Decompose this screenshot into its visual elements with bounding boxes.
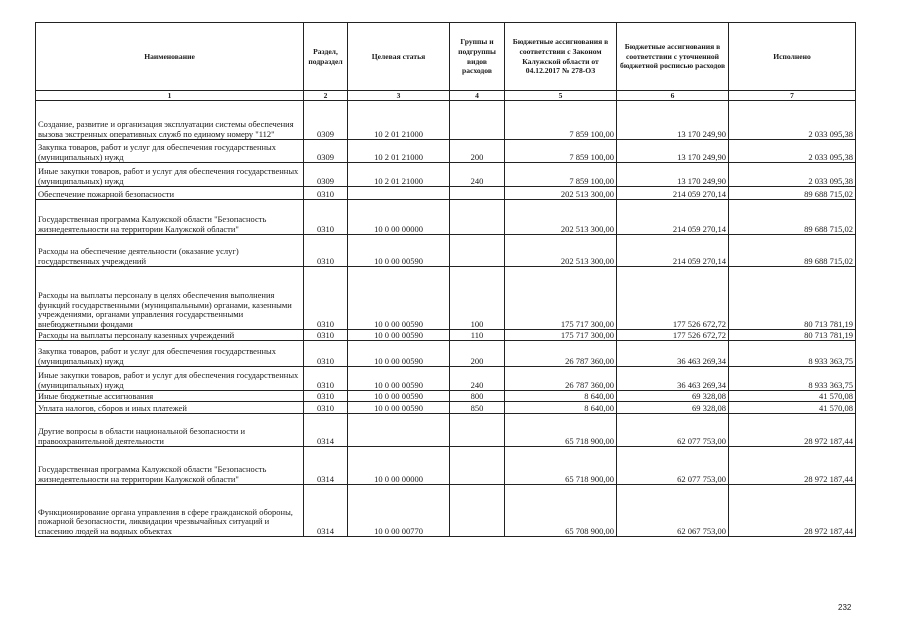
row-law: 202 513 300,00 — [505, 187, 617, 200]
row-name: Обеспечение пожарной безопасности — [36, 187, 304, 200]
table-row — [36, 485, 856, 537]
table-row — [36, 235, 856, 267]
row-refined: 13 170 249,90 — [617, 140, 729, 163]
row-group: 800 — [450, 391, 505, 402]
row-refined: 62 067 753,00 — [617, 485, 729, 537]
row-name: Расходы на обеспечение деятельности (оказание услуг) государственных учреждений — [36, 235, 304, 267]
row-executed: 89 688 715,02 — [729, 200, 856, 235]
column-number: 1 — [36, 91, 304, 101]
row-refined: 62 077 753,00 — [617, 414, 729, 447]
row-name: Функционирование органа управления в сфере гражданской обороны, пожарной безопасности, ликвидации чрезвычайных ситуаций и спасению людей на водных объектах — [36, 485, 304, 537]
row-target: 10 2 01 21000 — [348, 140, 450, 163]
row-section: 0310 — [304, 330, 348, 341]
row-law: 202 513 300,00 — [505, 200, 617, 235]
table-row — [36, 140, 856, 163]
column-number: 5 — [505, 91, 617, 101]
header-row — [36, 23, 856, 91]
table-row — [36, 267, 856, 330]
row-refined: 214 059 270,14 — [617, 200, 729, 235]
row-executed: 28 972 187,44 — [729, 447, 856, 485]
row-section: 0310 — [304, 267, 348, 330]
row-name: Иные закупки товаров, работ и услуг для обеспечения государственных (муниципальных) нужд — [36, 163, 304, 187]
row-executed: 80 713 781,19 — [729, 330, 856, 341]
row-refined: 177 526 672,72 — [617, 330, 729, 341]
row-group — [450, 447, 505, 485]
row-name: Закупка товаров, работ и услуг для обеспечения государственных (муниципальных) нужд — [36, 341, 304, 367]
row-group: 200 — [450, 140, 505, 163]
row-target: 10 0 00 00590 — [348, 267, 450, 330]
row-law: 65 718 900,00 — [505, 447, 617, 485]
row-law: 65 718 900,00 — [505, 414, 617, 447]
row-section: 0309 — [304, 101, 348, 140]
row-group — [450, 200, 505, 235]
row-law: 65 708 900,00 — [505, 485, 617, 537]
row-section: 0310 — [304, 200, 348, 235]
row-executed: 2 033 095,38 — [729, 163, 856, 187]
row-name: Расходы на выплаты персоналу казенных учреждений — [36, 330, 304, 341]
row-refined: 69 328,08 — [617, 391, 729, 402]
row-executed: 80 713 781,19 — [729, 267, 856, 330]
table-row — [36, 101, 856, 140]
row-target: 10 0 00 00590 — [348, 402, 450, 414]
row-section: 0314 — [304, 485, 348, 537]
row-group: 110 — [450, 330, 505, 341]
row-name: Государственная программа Калужской области "Безопасность жизнедеятельности на территории Калужской области" — [36, 447, 304, 485]
row-target: 10 0 00 00590 — [348, 391, 450, 402]
table-row — [36, 341, 856, 367]
row-target — [348, 414, 450, 447]
row-target: 10 0 00 00590 — [348, 367, 450, 391]
table-row — [36, 367, 856, 391]
row-refined: 13 170 249,90 — [617, 163, 729, 187]
row-target: 10 0 00 00590 — [348, 341, 450, 367]
header-name: Наименование — [36, 23, 304, 91]
row-section: 0310 — [304, 187, 348, 200]
row-target: 10 0 00 00000 — [348, 200, 450, 235]
row-refined: 214 059 270,14 — [617, 187, 729, 200]
row-law: 8 640,00 — [505, 402, 617, 414]
header-target: Целевая статья — [348, 23, 450, 91]
row-law: 175 717 300,00 — [505, 267, 617, 330]
table-row — [36, 330, 856, 341]
table-row — [36, 447, 856, 485]
header-groups: Группы и подгруппы видов расходов — [450, 23, 505, 91]
row-group: 850 — [450, 402, 505, 414]
row-law: 8 640,00 — [505, 391, 617, 402]
row-target: 10 0 00 00590 — [348, 235, 450, 267]
table-row — [36, 402, 856, 414]
row-target: 10 0 00 00000 — [348, 447, 450, 485]
row-refined: 36 463 269,34 — [617, 341, 729, 367]
row-executed: 28 972 187,44 — [729, 414, 856, 447]
column-number: 3 — [348, 91, 450, 101]
row-target — [348, 187, 450, 200]
row-section: 0310 — [304, 391, 348, 402]
row-target: 10 0 00 00770 — [348, 485, 450, 537]
table-row — [36, 391, 856, 402]
row-name: Закупка товаров, работ и услуг для обеспечения государственных (муниципальных) нужд — [36, 140, 304, 163]
header-law: Бюджетные ассигнования в соответствии с Законом Калужской области от 04.12.2017 № 278-ОЗ — [505, 23, 617, 91]
row-executed: 2 033 095,38 — [729, 140, 856, 163]
row-group — [450, 187, 505, 200]
column-number: 7 — [729, 91, 856, 101]
row-executed: 2 033 095,38 — [729, 101, 856, 140]
row-name: Расходы на выплаты персоналу в целях обеспечения выполнения функций государственными (муниципальными) органами, казенными учреждениями, органами управления государственными внебюджетными фондами — [36, 267, 304, 330]
row-law: 7 859 100,00 — [505, 163, 617, 187]
table-row — [36, 200, 856, 235]
row-refined: 13 170 249,90 — [617, 101, 729, 140]
budget-table — [35, 22, 856, 537]
row-executed: 28 972 187,44 — [729, 485, 856, 537]
column-number: 2 — [304, 91, 348, 101]
row-group — [450, 485, 505, 537]
table-row — [36, 414, 856, 447]
row-executed: 89 688 715,02 — [729, 187, 856, 200]
row-section: 0310 — [304, 341, 348, 367]
row-executed: 41 570,08 — [729, 391, 856, 402]
header-section: Раздел, подраздел — [304, 23, 348, 91]
row-executed: 41 570,08 — [729, 402, 856, 414]
header-refined: Бюджетные ассигнования в соответствии с уточненной бюджетной росписью расходов — [617, 23, 729, 91]
row-law: 7 859 100,00 — [505, 101, 617, 140]
row-refined: 62 077 753,00 — [617, 447, 729, 485]
row-law: 26 787 360,00 — [505, 341, 617, 367]
row-name: Уплата налогов, сборов и иных платежей — [36, 402, 304, 414]
row-name: Другие вопросы в области национальной безопасности и правоохранительной деятельности — [36, 414, 304, 447]
row-target: 10 0 00 00590 — [348, 330, 450, 341]
row-group — [450, 414, 505, 447]
header-executed: Исполнено — [729, 23, 856, 91]
row-name: Иные бюджетные ассигнования — [36, 391, 304, 402]
row-law: 26 787 360,00 — [505, 367, 617, 391]
row-target: 10 2 01 21000 — [348, 101, 450, 140]
row-law: 7 859 100,00 — [505, 140, 617, 163]
row-name: Иные закупки товаров, работ и услуг для обеспечения государственных (муниципальных) нужд — [36, 367, 304, 391]
row-group — [450, 235, 505, 267]
row-name: Государственная программа Калужской области "Безопасность жизнедеятельности на территории Калужской области" — [36, 200, 304, 235]
page-number: 232 — [838, 603, 852, 612]
row-refined: 177 526 672,72 — [617, 267, 729, 330]
row-refined: 69 328,08 — [617, 402, 729, 414]
row-executed: 8 933 363,75 — [729, 367, 856, 391]
row-executed: 8 933 363,75 — [729, 341, 856, 367]
row-group: 200 — [450, 341, 505, 367]
row-executed: 89 688 715,02 — [729, 235, 856, 267]
row-section: 0314 — [304, 447, 348, 485]
row-group — [450, 101, 505, 140]
row-section: 0314 — [304, 414, 348, 447]
table-row — [36, 187, 856, 200]
row-section: 0309 — [304, 140, 348, 163]
row-name: Создание, развитие и организация эксплуатации системы обеспечения вызова экстренных оперативных служб по единому номеру "112" — [36, 101, 304, 140]
row-section: 0310 — [304, 402, 348, 414]
row-refined: 36 463 269,34 — [617, 367, 729, 391]
column-number: 4 — [450, 91, 505, 101]
row-section: 0310 — [304, 235, 348, 267]
row-group: 240 — [450, 367, 505, 391]
row-section: 0310 — [304, 367, 348, 391]
row-law: 175 717 300,00 — [505, 330, 617, 341]
table-row — [36, 163, 856, 187]
column-number: 6 — [617, 91, 729, 101]
column-number-row — [36, 91, 856, 101]
row-group: 240 — [450, 163, 505, 187]
row-refined: 214 059 270,14 — [617, 235, 729, 267]
row-section: 0309 — [304, 163, 348, 187]
row-group: 100 — [450, 267, 505, 330]
row-law: 202 513 300,00 — [505, 235, 617, 267]
row-target: 10 2 01 21000 — [348, 163, 450, 187]
